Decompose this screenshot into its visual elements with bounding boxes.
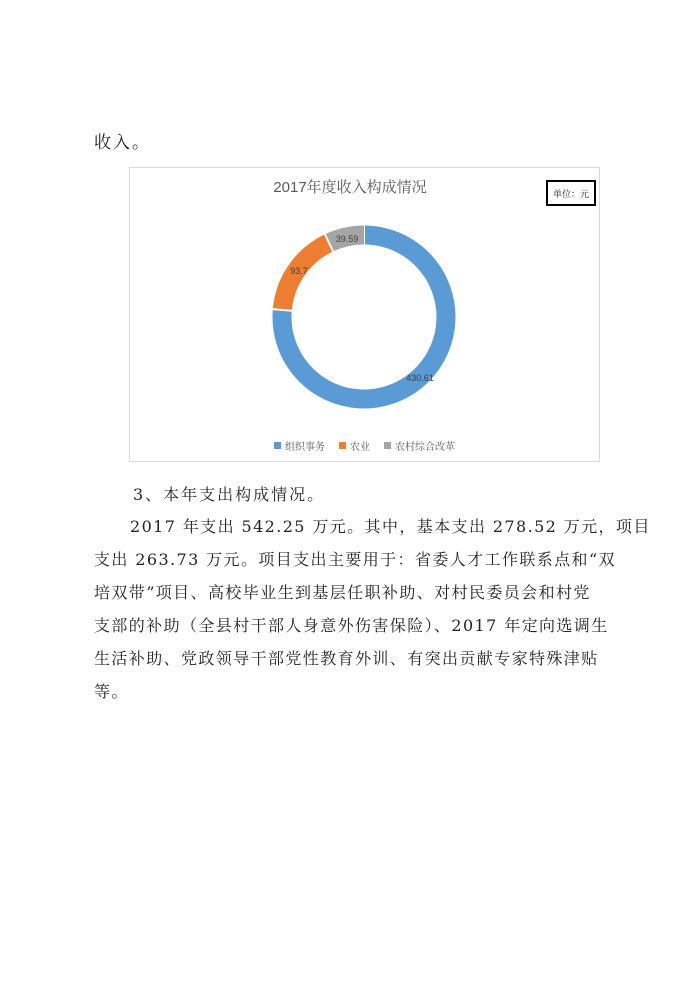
intro-text: 收入。 (94, 133, 151, 153)
legend-label: 农业 (350, 442, 370, 453)
legend-item (339, 438, 370, 453)
legend-swatch (274, 442, 281, 449)
paragraph-line: 2017 年支出 542.25 万元。其中，基本支出 278.52 万元，项目 (130, 517, 651, 536)
legend-swatch (384, 442, 391, 449)
data-label: 93.7 (290, 266, 308, 276)
unit-label: 单位：元 (546, 180, 596, 206)
legend-label: 组织事务 (285, 442, 325, 453)
legend-item (274, 438, 325, 453)
chart-title: 2017年度收入构成情况 (273, 179, 427, 196)
legend-swatch (339, 442, 346, 449)
section-heading: 3、本年支出构成情况。 (133, 485, 326, 504)
legend-item (384, 438, 455, 453)
paragraph-line: 支出 263.73 万元。项目支出主要用于：省委人才工作联系点和“双 (94, 550, 616, 569)
data-label: 430.61 (406, 373, 434, 383)
paragraph-line: 培双带”项目、高校毕业生到基层任职补助、对村民委员会和村党 (94, 583, 591, 602)
paragraph-line: 等。 (94, 682, 129, 701)
paragraph-line: 支部的补助（全县村干部人身意外伤害保险）、2017 年定向选调生 (94, 616, 609, 635)
legend-label: 农村综合改革 (395, 442, 455, 453)
data-label: 39.59 (335, 234, 359, 244)
chart-legend (129, 438, 600, 453)
paragraph-line: 生活补助、党政领导干部党性教育外训、有突出贡献专家特殊津贴 (94, 649, 599, 668)
paragraph (94, 510, 651, 708)
slice-agriculture (282, 243, 329, 310)
